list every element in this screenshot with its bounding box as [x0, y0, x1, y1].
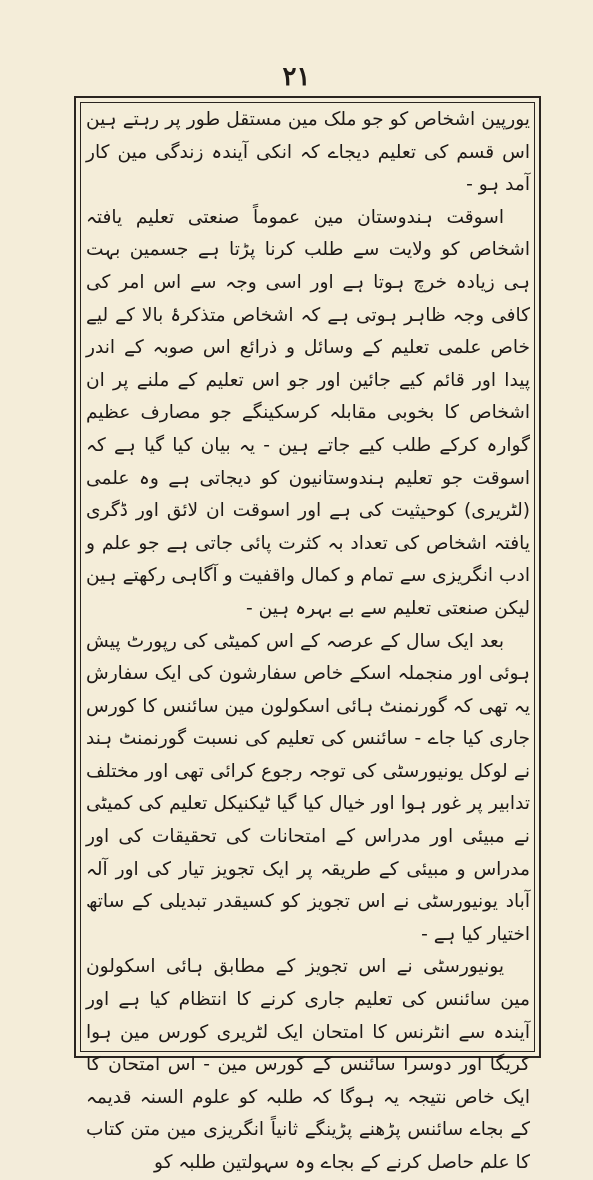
- paragraph-3: بعد ایک سال کے عرصہ کے اس کمیٹی کی رپورٹ پیش ہوئی اور منجملہ اسکے خاص سفارشون کی ایک سفارش یہ تھی کہ گورنمنٹ ہائی اسکولون مین سائنس کا کورس جاری کیا جاے - سائنس کی تعلیم کی نسبت گورنمنٹ ہند نے لوکل یونیورسٹی کی توجہ رجوع کرائی تھی اور مختلف تدابیر پر غور ہوا اور خیال کیا گیا ٹیکنیکل تعلیم کی کمیٹی نے مبیئی اور مدراس کے امتحانات کی تحقیقات کی اور مدراس و مبیئی کے طریقہ پر ایک تجویز تیار کی اور آلہ آباد یونیورسٹی نے اس تجویز کو کسیقدر تبدیلی کے ساتھ اختیار کیا ہے -: [86, 630, 530, 945]
- paragraph-2: اسوقت ہندوستان مین عموماً صنعتی تعلیم یافتہ اشخاص کو ولایت سے طلب کرنا پڑتا ہے جسمین بہت ہی زیادہ خرچ ہوتا ہے اور اسی وجہ سے اس امر کی کافی وجہ ظاہر ہوتی ہے کہ اشخاص متذکرۂ بالا کے لیے خاص علمی تعلیم کے وسائل و ذرائع اس صوبہ کے اندر پیدا اور قائم کیے جائین اور جو اس تعلیم کے ملنے پر ان اشخاص کا بخوبی مقابلہ کرسکینگے جو مصارف عظیم گوارہ کرکے طلب کیے جاتے ہین - یہ بیان کیا گیا ہے کہ اسوقت جو تعلیم ہندوستانیون کو دیجاتی ہے وہ علمی (لٹریری) کوحیثیت کی ہے اور اسوقت ان لائق اور ڈگری یافتہ اشخاص کی تعداد بہ کثرت پائی جاتی ہے جو علم و ادب انگریزی سے تمام و کمال واقفیت و آگاہی رکھتے ہین لیکن صنعتی تعلیم سے بے بہرہ ہین -: [86, 206, 530, 619]
- paragraph-1: یورپین اشخاص کو جو ملک مین مستقل طور پر رہتے ہین اس قسم کی تعلیم دیجاے کہ انکی آیندہ زندگی مین کار آمد ہو -: [86, 109, 530, 196]
- paragraph-4: یونیورسٹی نے اس تجویز کے مطابق ہائی اسکولون مین سائنس کی تعلیم جاری کرنے کا انتظام کیا ہے اور آیندہ سے انٹرنس کا امتحان ایک لٹریری کورس مین ہوا کریگا اور دوسرا سائنس کے کورس مین - اس امتحان کا ایک خاص نتیجہ یہ ہوگا کہ طلبہ کو علوم السنہ قدیمہ کے بجاے سائنس پڑھنے پڑینگے ثانیاً انگریزی مین متن کتاب کا علم حاصل کرنے کے بجاے وہ سہولتین طلبہ کو: [86, 956, 530, 1173]
- page-number: ۲۱: [282, 62, 311, 92]
- body-text: [86, 104, 530, 1180]
